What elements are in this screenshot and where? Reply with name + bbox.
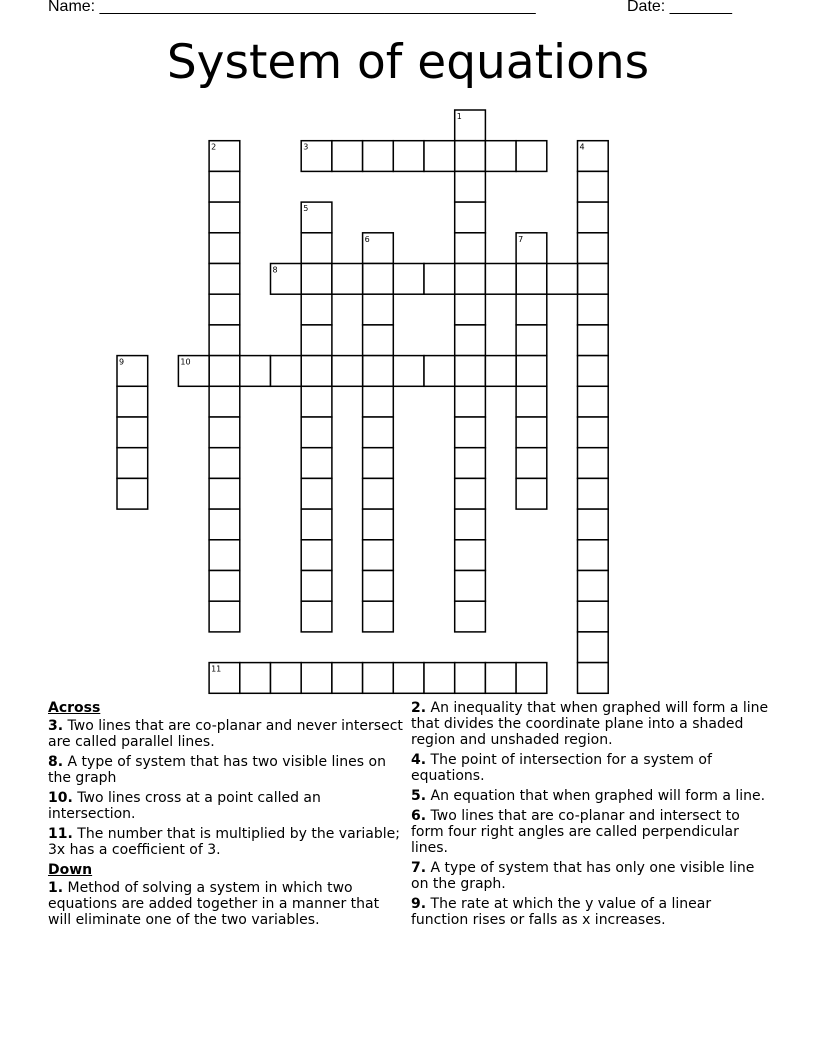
crossword-cell[interactable] <box>363 663 394 694</box>
crossword-cell[interactable] <box>455 540 486 571</box>
clue-number: 11. <box>48 826 73 842</box>
down-clue-list-continued <box>411 700 771 928</box>
crossword-cell[interactable] <box>209 509 240 540</box>
crossword-cell[interactable] <box>271 264 302 295</box>
crossword-cell[interactable] <box>363 417 394 448</box>
crossword-cell[interactable] <box>455 294 486 325</box>
crossword-cell[interactable] <box>117 417 148 448</box>
clue-number: 7. <box>411 860 427 876</box>
crossword-cell[interactable] <box>117 356 148 387</box>
crossword-cell[interactable] <box>516 386 547 417</box>
crossword-cell[interactable] <box>117 448 148 479</box>
date-field[interactable]: Date: _______ <box>627 0 732 15</box>
crossword-cell[interactable] <box>301 356 332 387</box>
crossword-cell[interactable] <box>516 417 547 448</box>
crossword-cell[interactable] <box>209 417 240 448</box>
crossword-cell[interactable] <box>209 294 240 325</box>
crossword-cell[interactable] <box>301 571 332 602</box>
clue-item <box>48 826 403 858</box>
clue-item <box>411 808 771 856</box>
crossword-cell[interactable] <box>424 141 455 172</box>
crossword-cell[interactable] <box>209 571 240 602</box>
crossword-cell[interactable] <box>516 478 547 509</box>
crossword-cell[interactable] <box>547 264 578 295</box>
down-heading: Down <box>48 862 93 878</box>
crossword-cell[interactable] <box>578 663 609 694</box>
clue-text: A type of system that has only one visible line on the graph. <box>411 860 755 892</box>
crossword-cell[interactable] <box>578 540 609 571</box>
crossword-cell[interactable] <box>516 448 547 479</box>
crossword-cell[interactable] <box>363 264 394 295</box>
clue-text: Two lines cross at a point called an intersection. <box>48 790 321 822</box>
clue-item <box>48 718 403 750</box>
crossword-cell[interactable] <box>516 294 547 325</box>
crossword-cell[interactable] <box>301 601 332 632</box>
clue-item <box>48 754 403 786</box>
clues-right-column <box>411 700 771 932</box>
page-title: System of equations <box>166 35 650 90</box>
crossword-cell[interactable] <box>117 478 148 509</box>
crossword-cell[interactable] <box>578 325 609 356</box>
clue-number: 5. <box>411 788 427 804</box>
clue-number-label: 10 <box>180 357 191 367</box>
crossword-cell[interactable] <box>516 663 547 694</box>
crossword-cell[interactable] <box>271 663 302 694</box>
clue-number: 1. <box>48 880 64 896</box>
crossword-cell[interactable] <box>209 386 240 417</box>
crossword-cell[interactable] <box>209 233 240 264</box>
crossword-cell[interactable] <box>363 356 394 387</box>
crossword-cell[interactable] <box>485 141 516 172</box>
crossword-cell[interactable] <box>578 141 609 172</box>
crossword-cell[interactable] <box>516 264 547 295</box>
crossword-cell[interactable] <box>485 663 516 694</box>
crossword-cell[interactable] <box>301 386 332 417</box>
crossword-cell[interactable] <box>455 386 486 417</box>
crossword-cell[interactable] <box>209 478 240 509</box>
crossword-cell[interactable] <box>301 141 332 172</box>
crossword-cell[interactable] <box>455 202 486 233</box>
crossword-cell[interactable] <box>209 663 240 694</box>
crossword-cell[interactable] <box>578 233 609 264</box>
clue-number-label: 11 <box>211 664 222 674</box>
crossword-cell[interactable] <box>578 601 609 632</box>
crossword-cell[interactable] <box>455 448 486 479</box>
crossword-cell[interactable] <box>516 325 547 356</box>
crossword-cell[interactable] <box>271 356 302 387</box>
crossword-cell[interactable] <box>178 356 209 387</box>
crossword-cell[interactable] <box>485 356 516 387</box>
crossword-cell[interactable] <box>578 417 609 448</box>
crossword-cell[interactable] <box>455 663 486 694</box>
clue-text: An inequality that when graphed will form a line that divides the coordinate plane into a shaded region and unshaded region. <box>411 700 769 748</box>
crossword-cell[interactable] <box>209 356 240 387</box>
crossword-cell[interactable] <box>516 141 547 172</box>
clue-number-label: 6 <box>364 234 370 244</box>
clue-number: 4. <box>411 752 427 768</box>
clue-text: The rate at which the y value of a linear function rises or falls as x increases. <box>411 896 712 928</box>
crossword-cell[interactable] <box>578 356 609 387</box>
crossword-cell[interactable] <box>363 540 394 571</box>
clue-number-label: 7 <box>518 234 524 244</box>
across-heading: Across <box>48 700 101 716</box>
across-clue-list <box>48 718 403 858</box>
crossword-cell[interactable] <box>301 478 332 509</box>
clue-item <box>411 860 771 892</box>
clue-text: A type of system that has two visible lines on the graph <box>48 754 386 786</box>
crossword-cell[interactable] <box>485 264 516 295</box>
crossword-cell[interactable] <box>301 264 332 295</box>
crossword-cell[interactable] <box>301 202 332 233</box>
crossword-cell[interactable] <box>424 356 455 387</box>
crossword-cell[interactable] <box>117 386 148 417</box>
crossword-cell[interactable] <box>332 264 363 295</box>
worksheet-header <box>48 0 768 20</box>
crossword-cell[interactable] <box>393 356 424 387</box>
clue-item <box>48 880 403 928</box>
crossword-cell[interactable] <box>424 663 455 694</box>
crossword-cell[interactable] <box>424 264 455 295</box>
crossword-cell[interactable] <box>578 264 609 295</box>
crossword-cell[interactable] <box>455 601 486 632</box>
clue-number-label: 4 <box>579 142 585 152</box>
clue-item <box>411 700 771 748</box>
clue-number: 6. <box>411 808 427 824</box>
crossword-cell[interactable] <box>578 202 609 233</box>
clue-text: Two lines that are co-planar and never intersect are called parallel lines. <box>48 718 403 750</box>
crossword-cell[interactable] <box>363 386 394 417</box>
crossword-cell[interactable] <box>301 509 332 540</box>
clue-number-label: 3 <box>303 142 309 152</box>
clue-number: 10. <box>48 790 73 806</box>
clue-item <box>48 790 403 822</box>
crossword-cell[interactable] <box>455 141 486 172</box>
crossword-cell[interactable] <box>301 233 332 264</box>
clue-number-label: 2 <box>211 142 217 152</box>
crossword-cell[interactable] <box>209 264 240 295</box>
clue-number: 3. <box>48 718 64 734</box>
clue-number-label: 5 <box>303 204 309 214</box>
clue-text: The point of intersection for a system of equations. <box>411 752 712 784</box>
crossword-cell[interactable] <box>455 110 486 141</box>
name-field[interactable]: Name: _________________________________________________ <box>48 0 536 15</box>
crossword-cell[interactable] <box>393 264 424 295</box>
crossword-cell[interactable] <box>301 417 332 448</box>
crossword-cell[interactable] <box>578 448 609 479</box>
crossword-cell[interactable] <box>455 233 486 264</box>
clue-number-label: 8 <box>272 265 278 275</box>
crossword-cell[interactable] <box>455 356 486 387</box>
crossword-cell[interactable] <box>332 663 363 694</box>
crossword-cell[interactable] <box>301 540 332 571</box>
clue-number: 9. <box>411 896 427 912</box>
clue-item <box>411 788 771 804</box>
crossword-cell[interactable] <box>455 264 486 295</box>
crossword-cell[interactable] <box>363 325 394 356</box>
crossword-cell[interactable] <box>578 171 609 202</box>
crossword-cell[interactable] <box>363 448 394 479</box>
clues-left-column <box>48 700 403 932</box>
crossword-cell[interactable] <box>578 386 609 417</box>
crossword-cell[interactable] <box>240 356 271 387</box>
crossword-cell[interactable] <box>578 294 609 325</box>
clue-text: An equation that when graphed will form a line. <box>430 788 766 804</box>
crossword-cell[interactable] <box>455 417 486 448</box>
crossword-cell[interactable] <box>516 233 547 264</box>
crossword-cell[interactable] <box>332 356 363 387</box>
crossword-cell[interactable] <box>393 663 424 694</box>
crossword-cell[interactable] <box>578 478 609 509</box>
crossword-cell[interactable] <box>578 571 609 602</box>
crossword-cell[interactable] <box>332 141 363 172</box>
down-clue-list <box>48 880 403 928</box>
crossword-cell[interactable] <box>209 540 240 571</box>
clue-text: The number that is multiplied by the variable; 3x has a coefficient of 3. <box>48 826 400 858</box>
clue-text: Two lines that are co-planar and intersect to form four right angles are called perpendicular lines. <box>411 808 740 856</box>
crossword-cell[interactable] <box>301 448 332 479</box>
crossword-cell[interactable] <box>363 509 394 540</box>
clue-item <box>411 752 771 784</box>
clue-text: Method of solving a system in which two equations are added together in a manner that will eliminate one of the two variables. <box>48 880 380 928</box>
crossword-cell[interactable] <box>209 141 240 172</box>
crossword-cell[interactable] <box>363 233 394 264</box>
clue-number-label: 1 <box>456 112 462 121</box>
crossword-cell[interactable] <box>301 294 332 325</box>
crossword-cell[interactable] <box>363 294 394 325</box>
crossword-cell[interactable] <box>455 171 486 202</box>
crossword-cell[interactable] <box>455 478 486 509</box>
crossword-cell[interactable] <box>301 663 332 694</box>
crossword-cell[interactable] <box>363 571 394 602</box>
crossword-cell[interactable] <box>516 356 547 387</box>
crossword-cell[interactable] <box>578 509 609 540</box>
crossword-cell[interactable] <box>240 663 271 694</box>
crossword-cell[interactable] <box>363 601 394 632</box>
clue-number: 8. <box>48 754 64 770</box>
crossword-cell[interactable] <box>363 141 394 172</box>
crossword-cell[interactable] <box>209 171 240 202</box>
crossword-cell[interactable] <box>455 571 486 602</box>
crossword-cell[interactable] <box>209 601 240 632</box>
clue-number-label: 9 <box>119 357 125 367</box>
crossword-cell[interactable] <box>209 325 240 356</box>
crossword-cell[interactable] <box>209 448 240 479</box>
crossword-cell[interactable] <box>393 141 424 172</box>
crossword-cell[interactable] <box>363 478 394 509</box>
clue-number: 2. <box>411 700 427 716</box>
crossword-cell[interactable] <box>455 325 486 356</box>
crossword-cell[interactable] <box>455 509 486 540</box>
crossword-cell[interactable] <box>209 202 240 233</box>
crossword-cell[interactable] <box>301 325 332 356</box>
clue-item <box>411 896 771 928</box>
crossword-cell[interactable] <box>578 632 609 663</box>
